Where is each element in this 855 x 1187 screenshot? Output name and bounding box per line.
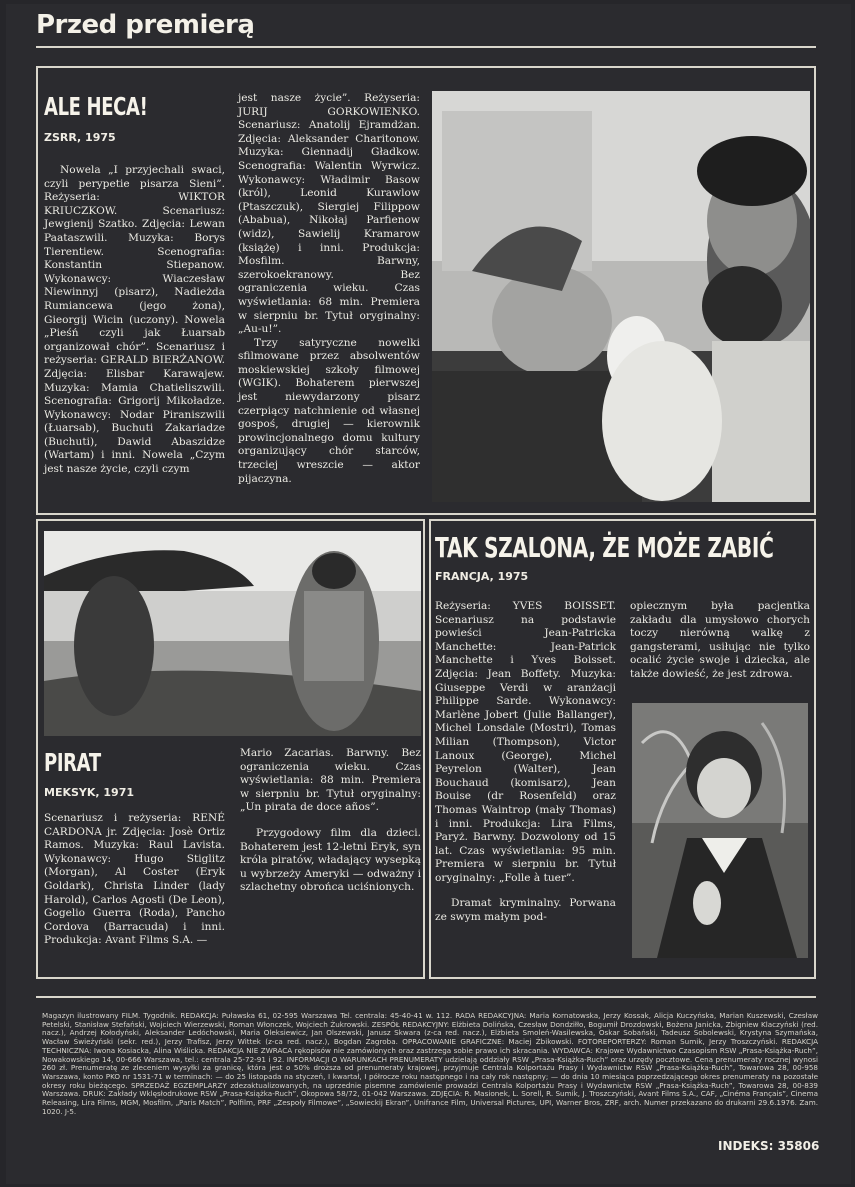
- film1-still-photo: [432, 91, 810, 502]
- film1-column-2: [238, 92, 420, 486]
- film2-column-2: [240, 747, 421, 895]
- film3-country-year: FRANCJA, 1975: [435, 570, 529, 583]
- film1-credits-part2: jest nasze życie”. Reżyseria: JURIJ GORKOWIENKO. Scenariusz: Anatolij Ejramdżan. Zdjęcia: Aleksander Charitonow. Muzyka: Giennadij Gładkow. Scenografia: Walentin Wyrwicz. Wykonawcy: Władimir Basow (król), Leonid Kurawlow (Ptaszczuk), Siergiej Filippow (Ababua), Nikołaj Parfienow (widz), Sawielij Kramarow (książę) i inni. Produkcja: Mosfilm. Barwny, szerokoekranowy. Bez ograniczenia wieku. Czas wyświetlania: 68 min. Premiera w sierpniu br. Tytuł oryginalny: „Au-u!”.: [238, 92, 420, 336]
- film3-column-2: [630, 600, 810, 682]
- imprint-text: Magazyn ilustrowany FILM. Tygodnik. REDAKCJA: Puławska 61, 02-595 Warszawa Tel. centrala: 45-40-41 w. 112. RADA REDAKCYJNA: Maria Kornatowska, Jerzy Kossak, Alicja Kuczyńska, Marian Kuszewski, Czesław Petelski, Stanisław Stefański, Wojciech Wierzewski, Roman Włonczek, Wojciech Żukrowski. ZESPÓŁ REDAKCYJNY: Elżbieta Dolińska, Czesław Dondziłło, Bogumił Drozdowski, Bożena Janicka, Zbigniew Klaczyński (red. nacz.), Andrzej Kołodyński, Aleksander Ledóchowski, Maria Oleksiewicz, Jan Olszewski, Janusz Skwara (z-ca red. nacz.), Elżbieta Smoleń-Wasilewska, Oskar Sobański, Tadeusz Sobolewski, Krystyna Szymańska, Wacław Świeżyński (sekr. red.), Jerzy Trafisz, Jerzy Wittek (z-ca red. nacz.), Bogdan Zagroba. OPRACOWANIE GRAFICZNE: Maciej Żbikowski. FOTOREPORTERZY: Roman Sumik, Jerzy Troszczyński. REDAKCJA TECHNICZNA: Iwona Kosiacka, Alina Wiślicka. REDAKCJA NIE ZWRACA rękopisów nie zamówionych oraz zastrzega sobie prawo ich skracania. WYDAWCA: Krajowe Wydawnictwo Czasopism RSW „Prasa-Książka-Ruch”, Nowakowskiego 14, 00-666 Warszawa, tel.: centrala 25-72-91 i 92. INFORMACJI O WARUNKACH PRENUMERATY udzielają oddziały RSW „Prasa-Książka-Ruch” oraz urzędy pocztowe. Cena prenumeraty rocznej wynosi 260 zł. Prenumeratę ze zleceniem wysyłki za granicę, która jest o 50% droższa od prenumeraty krajowej, przyjmuje Centrala Kolportażu Prasy i Wydawnictw RSW „Prasa-Książka-Ruch”, Towarowa 28, 00-958 Warszawa, konto PKO nr 1531-71 w terminach: — do 25 listopada na styczeń, I kwartał, I półrocze roku następnego i na cały rok następny; — do dnia 10 miesiąca poprzedzającego okres prenumeraty na pozostałe okresy roku bieżącego. SPRZEDAŻ EGZEMPLARZY zdezaktualizowanych, na uprzednie pisemne zamówienie prowadzi Centrala Kolportażu Prasy i Wydawnictw RSW „Prasa-Książka-Ruch”, Towarowa 28, 00-839 Warszawa. DRUK: Zakłady Wklęsłodrukowe RSW „Prasa-Książka-Ruch”, Okopowa 58/72, 01-042 Warszawa. ZDJĘCIA: R. Masionek, L. Sorell, R. Sumik, J. Troszczyński, Avant Films S.A., CAF, „Cinéma Français”, Cinema Releasing, Lira Films, MGM, Mosfilm, „Paris Match”, Polfilm, PRF „Zespoły Filmowe”, „Sowieckij Ekran”, Unifrance Film, Universal Pictures, UPI, Warner Bros, ZRF, arch. Numer przekazano do drukarni 29.6.1976. Zam. 1020. J-5.: [42, 1011, 818, 1116]
- film2-credits-part1: Scenariusz i reżyseria: RENÉ CARDONA jr. Zdjęcia: Josè Ortiz Ramos. Muzyka: Raul Lavista. Wykonawcy: Hugo Stiglitz (Morgan), Al Coster (Eryk Goldark), Christa Linder (lady Harold), Carlos Agosti (De Leon), Gogelio Guerra (Roda), Pancho Cordova (Barracuda) i inni. Produkcja: Avant Films S.A. —: [44, 812, 225, 947]
- film3-still-photo: [632, 703, 808, 958]
- film1-title: ALE HECA!: [44, 92, 148, 121]
- footer-rule: [36, 996, 816, 998]
- film1-country-year: ZSRR, 1975: [44, 131, 116, 144]
- film2-still-photo: [44, 531, 421, 736]
- film2-title: PIRAT: [44, 748, 101, 777]
- film3-title: TAK SZALONA, ŻE MOŻE ZABIĆ: [435, 531, 774, 564]
- film2-country-year: MEKSYK, 1971: [44, 786, 135, 799]
- film1-credits-part1: Nowela „I przyjechali swaci, czyli perypetie pisarza Sieni”. Reżyseria: WIKTOR KRIUCZKOW. Scenariusz: Jewgienij Szatko. Zdjęcia: Lewan Paataszwili. Muzyka: Borys Tierentiew. Scenografia: Konstantin Stiepanow. Wykonawcy: Wiaczesław Niewinnyj (pisarz), Nadieżda Rumiancewa (jego żona), Gieorgij Wicin (uczony). Nowela „Pieśń czyli jak Łuarsab organizował chór”. Scenariusz i reżyseria: GERALD BIERŻANOW. Zdjęcia: Elisbar Karawajew. Muzyka: Mamia Chatieliszwili. Scenografia: Grigorij Mikoładze. Wykonawcy: Nodar Piraniszwili (Łuarsab), Buchuti Zakariadze (Buchuti), Dawid Abaszidze (Wartam) i inni. Nowela „Czym jest nasze życie, czyli czym: [44, 164, 225, 476]
- film3-column-1: [435, 600, 616, 925]
- film3-synopsis-end: opiecznym była pacjentka zakładu dla umysłowo chorych toczy nierówną walkę z gangsterami, usiłując nie tylko ocalić życie swoje i dziecka, ale także dowieść, że jest zdrowa.: [630, 600, 810, 680]
- film2-column-1: [44, 812, 225, 948]
- index-number: INDEKS: 35806: [718, 1139, 820, 1153]
- magazine-page: [6, 4, 851, 1184]
- film2-synopsis: Przygodowy film dla dzieci. Bohaterem jest 12-letni Eryk, syn króla piratów, władający wysepką u wybrzeży Ameryki — odważny i szlachetny obrońca uciśnionych.: [240, 826, 421, 894]
- film1-synopsis: Trzy satyryczne nowelki sfilmowane przez absolwentów moskiewskiej szkoły filmowej (WGIK). Bohaterem pierwszej jest niewydarzony pisarz czerpiący natchnienie od własnej gospoś, drugiej — kierownik prowincjonalnego domu kultury organizujący chór starców, trzeciej wreszcie — aktor pijaczyna.: [238, 336, 420, 485]
- section-title: Przed premierą: [36, 10, 255, 40]
- header-rule: [36, 46, 816, 48]
- film2-credits-part2: Mario Zacarias. Barwny. Bez ograniczenia wieku. Czas wyświetlania: 88 min. Premiera w sierpniu br. Tytuł oryginalny: „Un pirata de doce años”.: [240, 747, 421, 814]
- film3-credits: Reżyseria: YVES BOISSET. Scenariusz na podstawie powieści Jean-Patricka Manchette: Jean-Patrick Manchette i Yves Boisset. Zdjęcia: Jean Boffety. Muzyka: Giuseppe Verdi w aranżacji Philippe Sarde. Wykonawcy: Marlène Jobert (Julie Ballanger), Michel Lonsdale (Mostri), Tomas Milian (Thompson), Victor Lanoux (George), Michel Peyrelon (Walter), Jean Bouchaud (komisarz), Jean Bouise (dr Rosenfeld) oraz Thomas Waintrop (mały Thomas) i inni. Produkcja: Lira Films, Paryż. Barwny. Dozwolony od 15 lat. Czas wyświetlania: 95 min. Premiera w sierpniu br. Tytuł oryginalny: „Folle à tuer”.: [435, 600, 616, 884]
- film3-synopsis-start: Dramat kryminalny. Porwana ze swym małym pod-: [435, 897, 616, 924]
- film1-column-1: [44, 164, 225, 477]
